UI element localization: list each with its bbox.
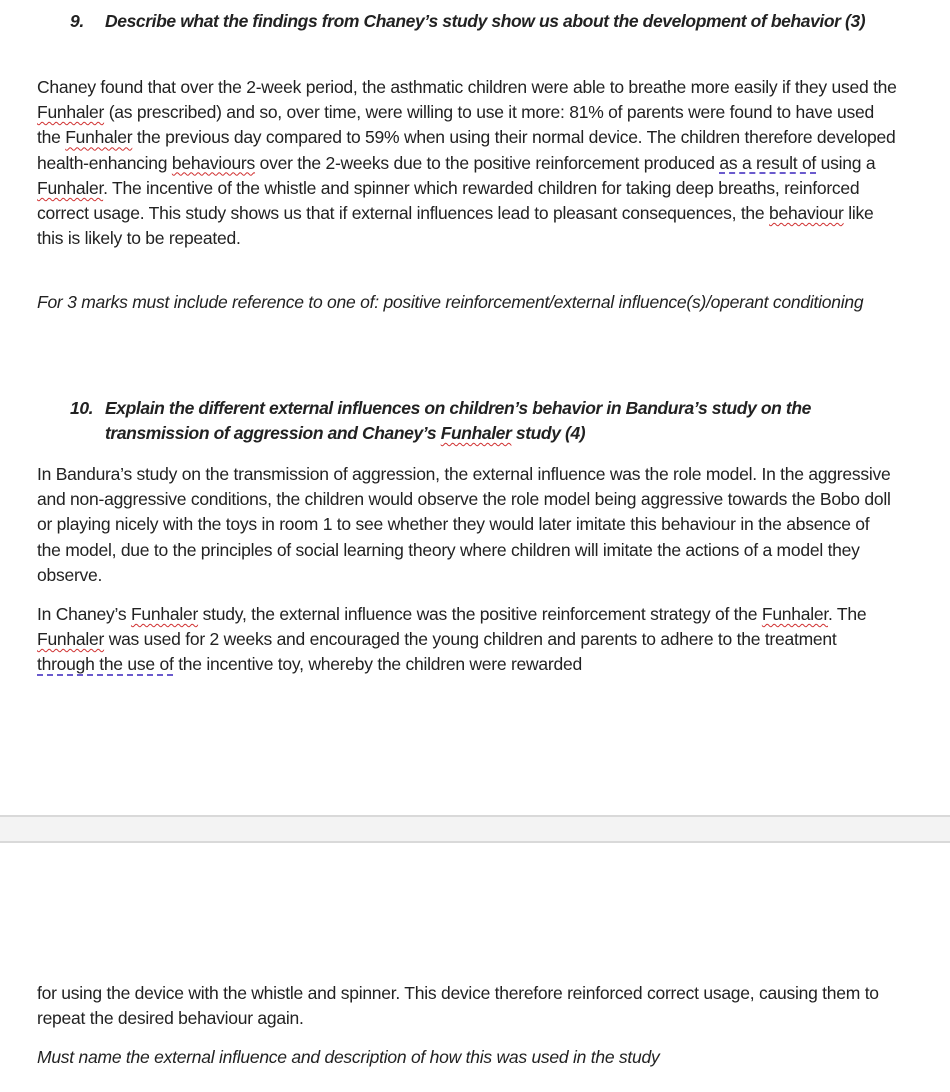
text-run: like this is likely to be repeated. bbox=[37, 203, 874, 249]
question-text: Describe what the findings from Chaney’s study show us about the development of behavior (3) bbox=[105, 11, 866, 31]
question-number: 10. bbox=[70, 398, 94, 418]
answer-10-paragraph-1: In Bandura’s study on the transmission of aggression, the external influence was the role model. In the aggressive and non-aggressive conditions, the children would observe the role model being aggressive towards the Bobo doll or playing nicely with the toys in room 1 to see whether they would later imitate this behaviour in the absence of the model, due to the principles of social learning theory where children will imitate the actions of a model they observe. bbox=[37, 464, 891, 585]
spelling-error-word[interactable]: Funhaler bbox=[65, 127, 133, 148]
question-text bbox=[70, 396, 870, 446]
spelling-error-word[interactable]: behaviours bbox=[171, 152, 256, 173]
text-run: the incentive toy, whereby the children were rewarded bbox=[173, 654, 582, 675]
text-run: over the 2-weeks due to the positive reinforcement produced bbox=[255, 152, 720, 173]
spelling-error-word[interactable]: Funhaler bbox=[37, 629, 105, 650]
answer-10-paragraph-3: for using the device with the whistle and spinner. This device therefore reinforced correct usage, causing them to repeat the desired behaviour again. bbox=[37, 983, 879, 1029]
text-run: (as prescribed) and so, over time, were willing to use it more: 81% of parents were found to have used the bbox=[37, 102, 875, 148]
text-run: the previous day compared to 59% when using their normal device. The children therefore developed health-enhancing bbox=[37, 127, 896, 173]
answer-9-paragraph bbox=[37, 75, 897, 251]
spelling-error-word[interactable]: behaviour bbox=[769, 203, 844, 224]
grammar-suggestion-phrase[interactable]: as a result of bbox=[719, 152, 817, 173]
spelling-error-word[interactable]: Funhaler bbox=[761, 604, 828, 624]
spelling-error-word[interactable]: Funhaler bbox=[130, 604, 199, 624]
question-9-heading bbox=[70, 9, 870, 34]
question-10-heading bbox=[70, 396, 870, 446]
text-run: . The bbox=[827, 604, 867, 624]
question-number: 9. bbox=[70, 11, 84, 31]
text-run: Chaney found that over the 2-week period, the asthmatic children were able to breathe more easily if they used the bbox=[37, 77, 897, 97]
text-run: study, the external influence was the positive reinforcement strategy of the bbox=[198, 604, 762, 624]
document-page-2 bbox=[0, 843, 950, 1092]
answer-10-paragraph-2 bbox=[37, 602, 897, 678]
text-run: . The incentive of the whistle and spinner which rewarded children for taking deep breaths, reinforced correct usage. This study shows us that if external influences lead to pleasant consequences, the bbox=[37, 177, 860, 224]
answer-10-mark-note: Must name the external influence and description of how this was used in the study bbox=[37, 1047, 660, 1067]
spelling-error-word[interactable]: Funhaler bbox=[37, 102, 105, 123]
text-run: In Chaney’s bbox=[37, 604, 131, 624]
text-run: using a bbox=[816, 152, 876, 173]
spelling-error-word[interactable]: Funhaler bbox=[440, 423, 512, 443]
text-run: was used for 2 weeks and encouraged the young children and parents to adhere to the treatment bbox=[104, 629, 837, 650]
grammar-suggestion-phrase[interactable]: through the use of bbox=[37, 654, 174, 675]
answer-9-mark-note: For 3 marks must include reference to one of: positive reinforcement/external influence(s)/operant conditioning bbox=[37, 292, 864, 312]
page-break-separator bbox=[0, 815, 950, 843]
text-run: Explain the different external influences on children’s behavior in Bandura’s study on the transmission of aggression and Chaney’s bbox=[105, 398, 811, 443]
text-run: study (4) bbox=[511, 423, 586, 443]
spelling-error-word[interactable]: Funhaler bbox=[37, 177, 104, 198]
